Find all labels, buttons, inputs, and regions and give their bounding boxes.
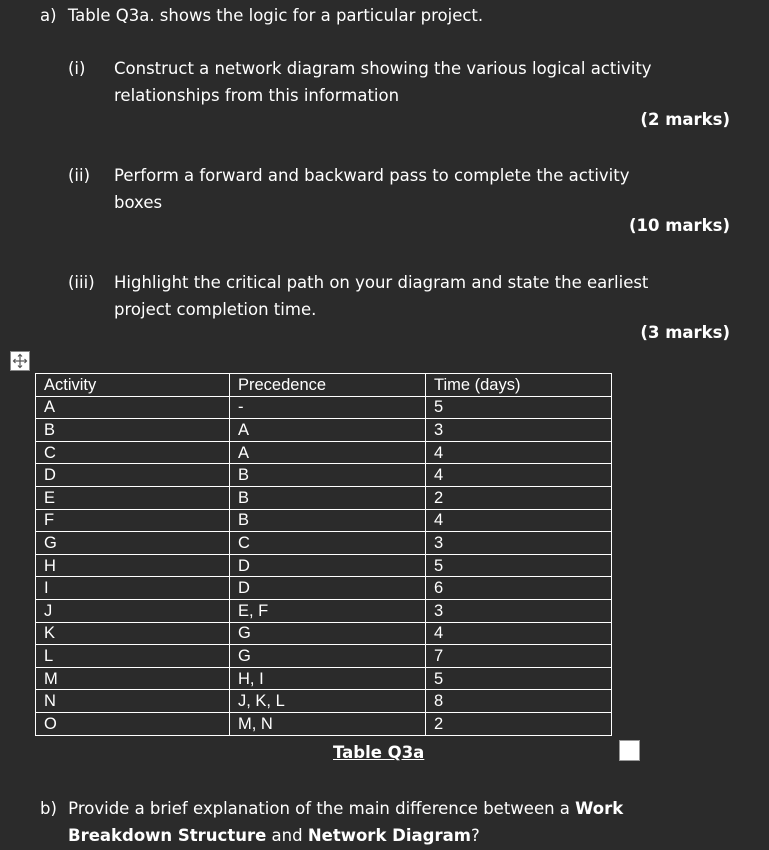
subquestion-i-line2: relationships from this information [114,86,400,105]
subquestion-ii-marks: (10 marks) [628,216,730,235]
cell-time: 2 [426,712,612,735]
subquestion-iii-line2: project completion time. [114,300,317,319]
table-row [36,712,612,735]
part-b-term1b: Breakdown Structure [68,826,267,845]
cell-activity: G [36,532,230,555]
table-move-handle[interactable] [10,351,30,371]
subquestion-i-line1: Construct a network diagram showing the various logical activity [114,59,652,78]
subquestion-ii-line1: Perform a forward and backward pass to complete the activity [114,166,630,185]
cell-time: 4 [426,441,612,464]
cell-precedence: B [230,509,426,532]
cell-activity: F [36,509,230,532]
cell-activity: J [36,599,230,622]
cell-precedence: D [230,554,426,577]
cell-time: 5 [426,396,612,419]
cell-precedence: M, N [230,712,426,735]
cell-precedence: G [230,622,426,645]
table-header-row [36,374,612,397]
cell-time: 3 [426,419,612,442]
cell-activity: D [36,464,230,487]
table-row [36,464,612,487]
subquestion-iii-line1: Highlight the critical path on your diagram and state the earliest [114,273,649,292]
subquestion-i-number: (i) [68,59,86,78]
table-row [36,396,612,419]
part-b-text2: and [271,826,303,845]
cell-time: 4 [426,622,612,645]
cell-time: 7 [426,645,612,668]
table-row [36,622,612,645]
table-row [36,667,612,690]
part-b-label: b) [40,799,57,818]
cell-precedence: J, K, L [230,690,426,713]
cell-activity: I [36,577,230,600]
table-row [36,486,612,509]
cell-activity: C [36,441,230,464]
subquestion-ii-line2: boxes [114,193,163,212]
subquestion-iii-number: (iii) [68,273,95,292]
part-b-term1: Work [575,799,624,818]
cell-precedence: B [230,486,426,509]
header-activity: Activity [36,374,230,397]
cell-activity: O [36,712,230,735]
table-row [36,441,612,464]
cell-activity: M [36,667,230,690]
table-caption: Table Q3a [333,743,425,762]
cell-time: 6 [426,577,612,600]
cell-activity: A [36,396,230,419]
header-precedence: Precedence [230,374,426,397]
cell-precedence: C [230,532,426,555]
part-b-line2 [68,822,480,849]
header-time: Time (days) [426,374,612,397]
table-row [36,509,612,532]
cell-time: 3 [426,532,612,555]
cell-time: 5 [426,554,612,577]
subquestion-iii-marks: (3 marks) [640,323,730,342]
cell-precedence: D [230,577,426,600]
cell-time: 4 [426,464,612,487]
table-row [36,599,612,622]
subquestion-i-marks: (2 marks) [640,110,730,129]
activity-table [35,373,612,736]
cell-time: 4 [426,509,612,532]
cell-activity: B [36,419,230,442]
table-row [36,645,612,668]
cell-precedence: B [230,464,426,487]
part-b-line1 [40,795,623,822]
cell-activity: H [36,554,230,577]
cell-activity: L [36,645,230,668]
cell-activity: K [36,622,230,645]
cell-time: 5 [426,667,612,690]
part-a-text: Table Q3a. shows the logic for a particular project. [67,6,484,25]
cell-activity: N [36,690,230,713]
move-icon [12,353,28,369]
cell-activity: E [36,486,230,509]
cell-precedence: A [230,441,426,464]
cell-time: 2 [426,486,612,509]
cell-precedence: G [230,645,426,668]
cell-time: 8 [426,690,612,713]
cell-precedence: A [230,419,426,442]
table-row [36,419,612,442]
cell-precedence: - [230,396,426,419]
part-b-text1: Provide a brief explanation of the main difference between a [68,799,570,818]
cell-time: 3 [426,599,612,622]
part-a-label: a) [40,6,57,25]
table-row [36,554,612,577]
cell-precedence: E, F [230,599,426,622]
cell-precedence: H, I [230,667,426,690]
table-row [36,532,612,555]
part-a-question [40,2,483,29]
subquestion-ii-number: (ii) [68,166,91,185]
checkbox[interactable] [619,740,640,761]
part-b-text3: ? [470,826,480,845]
table-row [36,690,612,713]
table-row [36,577,612,600]
part-b-term2: Network Diagram [307,826,471,845]
